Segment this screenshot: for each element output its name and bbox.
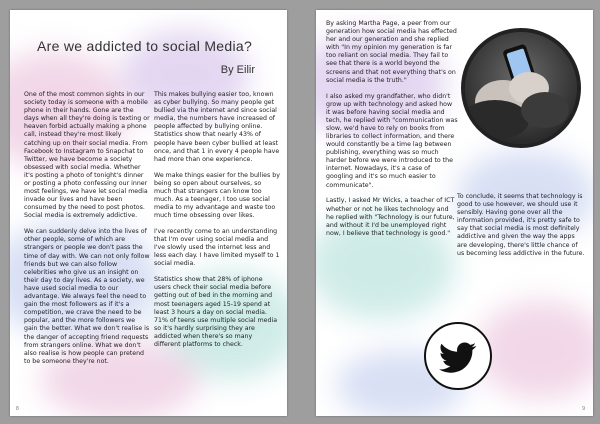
text-column-2 [154, 91, 280, 357]
paragraph: One of the most common sights in our society today is someone with a mobile phone in their hands. Gone are the days when all they're doing is texting or heaven forbid actually making a phone call, instead they're most likely catching up on their social media. From Facebook to Instagram to Snapchat to Twitter, we have become a society obsessed with social media. Whether it's posting a photo of tonight's dinner or posting a photo confessing our inner most feelings, we have let social media invade our lives and have been consumed by the need to post photos. Social media is extremely addictive. [24, 91, 150, 220]
paragraph: Statistics show that 28% of iphone users check their social media before getting out of bed in the morning and most teenagers aged 15-19 spend at least 3 hours a day on social media. 71% of teens use multiple social media so it's hardly surprising they are addicted when there's so many different platforms to check. [154, 276, 278, 349]
text-column-1 [24, 91, 150, 374]
paragraph: To conclude, it seems that technology is good to use however, we should use it sensibly. Having gone over all the information provided, it's pretty safe to say that social media is most definitely addictive and given the way the apps are developing, there's little chance of us becoming less addictive in the future. [457, 193, 585, 257]
paragraph: Lastly, I asked Mr Wicks, a teacher of ICT whether or not he likes technology and he replied with "Technology is our future, and without it I'd be unemployed right now, I believe that technology is good." [326, 197, 455, 237]
left-page [10, 10, 287, 416]
page-number: 8 [16, 406, 19, 412]
page-number: 9 [582, 406, 585, 412]
twitter-bird-icon [426, 324, 490, 388]
text-column-1 [326, 20, 458, 246]
phone-in-hands-photo [461, 28, 581, 148]
paragraph: By asking Martha Page, a peer from our generation how social media has effected her and our generation and she replied with "In my opinion my generation is far too reliant on social media. They fail to see that there is a world beyond the screens and that not everything that's on social media is the truth." [326, 20, 457, 84]
paragraph: I've recently come to an understanding that I'm over using social media and I've slowly used the internet less and less each day. I have limited myself to 1 social media. [154, 228, 280, 268]
right-page [316, 10, 593, 416]
paragraph: I also asked my grandfather, who didn't grow up with technology and asked how it was before having social media and tech, he replied with "communication was slow, we'd have to rely on books from libraries to collect information, and there would constantly be a time lag between publishing, everything was so much harder before we were introduced to the internet. Nowadays, it's a case of googling and it's so much easier to communicate". [326, 92, 458, 189]
watercolor-wash [476, 300, 593, 400]
author-byline: By Eilir [220, 64, 255, 76]
twitter-badge [424, 322, 492, 390]
paragraph: We make things easier for the bullies by being so open about ourselves, so much that strangers can know too much. As a teenager, I too use social media to my advantage and waste too much time obsessing over likes. [154, 171, 280, 220]
paragraph: We can suddenly delve into the lives of other people, some of which are strangers or people we don't pass the time of day with. We can not only follow friends but we can also follow celebrities who give us an insight on their day to day lives. As a society, we have used social media to our advantage. We always feel the need to gain the most followers as if it's a competition, we crave the need to be popular, and the more followers we gain the better. What we don't realise is the danger of accepting friend requests from strangers online. What we don't also realise is how people can pretend to be someone they're not. [24, 228, 150, 365]
photo-illustration [465, 32, 577, 144]
text-column-2 [457, 193, 585, 266]
paragraph: This makes bullying easier too, known as cyber bullying. So many people get bullied via the internet and since social media, the numbers have increased of people affected by bullying online. Statistics show that nearly 43% of people have been cyber bullied at least once, and that 1 in every 4 people have had more than one experience. [154, 91, 280, 163]
article-title: Are we addicted to social Media? [37, 38, 253, 54]
